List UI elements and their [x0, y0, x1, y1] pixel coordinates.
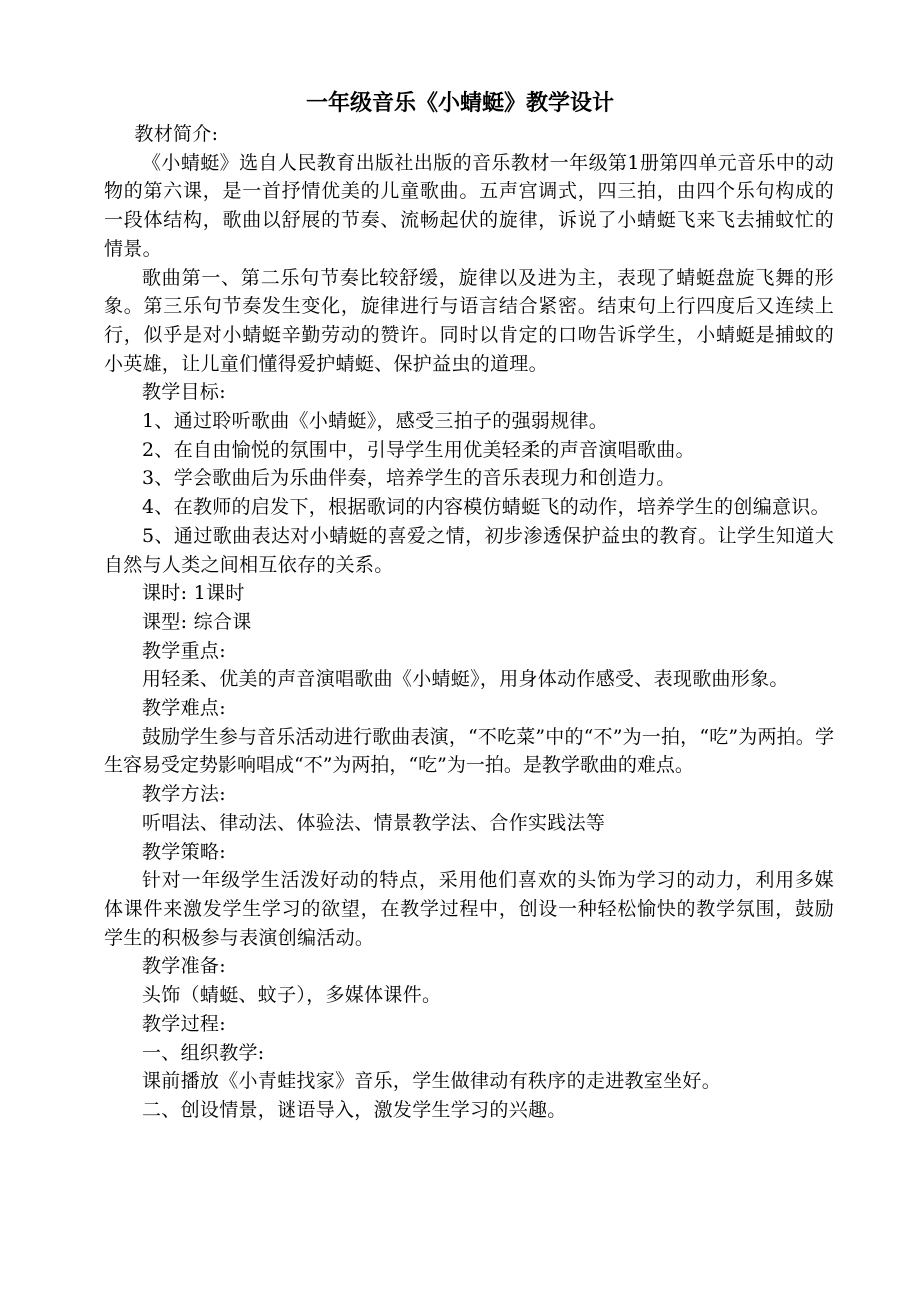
- preparation-text: 头饰（蜻蜓、蚊子），多媒体课件。: [142, 984, 442, 1007]
- intro-heading: 教材简介:: [134, 123, 219, 145]
- step-1-text: 课前播放《小青蛙找家》音乐，学生做律动有秩序的走进教室坐好。: [142, 1070, 722, 1093]
- class-type: 课型: 综合课: [142, 610, 252, 633]
- key-points-heading: 教学重点:: [142, 639, 226, 662]
- goal-item: 5、通过歌曲表达对小蜻蜓的喜爱之情，初步渗透保护益虫的教育。让学生知道大自然与人类之间相互依存的关系。: [104, 524, 834, 576]
- goal-item: 4、在教师的启发下，根据歌词的内容模仿蜻蜓飞的动作，培养学生的创编意识。: [142, 496, 830, 519]
- step-2-heading: 二、创设情景，谜语导入，激发学生学习的兴趣。: [142, 1098, 567, 1121]
- process-heading: 教学过程:: [142, 1012, 226, 1035]
- goal-item: 2、在自由愉悦的氛围中，引导学生用优美轻柔的声音演唱歌曲。: [142, 438, 695, 461]
- methods-text: 听唱法、律动法、体验法、情景教学法、合作实践法等: [142, 811, 606, 834]
- difficulty-text: 鼓励学生参与音乐活动进行歌曲表演，“不吃菜”中的“不”为一拍，“吃”为两拍。学生容易受定势影响唱成“不”为两拍，“吃”为一拍。是教学歌曲的难点。: [104, 725, 834, 777]
- difficulty-heading: 教学难点:: [142, 697, 226, 720]
- strategy-text: 针对一年级学生活泼好动的特点，采用他们喜欢的头饰为学习的动力，利用多媒体课件来激发学生学习的欲望，在教学过程中，创设一种轻松愉快的教学氛围，鼓励学生的积极参与表演创编活动。: [104, 869, 834, 949]
- class-hours: 课时: 1课时: [142, 582, 245, 605]
- document-body: [104, 120, 834, 1125]
- methods-heading: 教学方法:: [142, 783, 226, 806]
- preparation-heading: 教学准备:: [142, 955, 226, 978]
- document-title: 一年级音乐《小蜻蜓》教学设计: [305, 90, 614, 116]
- goals-heading: 教学目标:: [142, 381, 226, 404]
- goal-item: 1、通过聆听歌曲《小蜻蜓》，感受三拍子的强弱规律。: [142, 410, 609, 433]
- intro-paragraph-1: 《小蜻蜓》选自人民教育出版社出版的音乐教材一年级第1册第四单元音乐中的动物的第六课，是一首抒情优美的儿童歌曲。五声宫调式，四三拍，由四个乐句构成的一段体结构，歌曲以舒展的节奏、流畅起伏的旋律，诉说了小蜻蜓飞来飞去捕蚊忙的情景。: [104, 151, 834, 260]
- key-points-text: 用轻柔、优美的声音演唱歌曲《小蜻蜓》，用身体动作感受、表现歌曲形象。: [142, 668, 789, 691]
- intro-paragraph-2: 歌曲第一、第二乐句节奏比较舒缓，旋律以及进为主，表现了蜻蜓盘旋飞舞的形象。第三乐句节奏发生变化，旋律进行与语言结合紧密。结束句上行四度后又连续上行，似乎是对小蜻蜓辛勤劳动的赞许。同时以肯定的口吻告诉学生，小蜻蜓是捕蚊的小英雄，让儿童们懂得爱护蜻蜓、保护益虫的道理。: [104, 266, 834, 375]
- goal-item: 3、学会歌曲后为乐曲伴奏，培养学生的音乐表现力和创造力。: [142, 467, 676, 490]
- step-1-heading: 一、组织教学:: [142, 1041, 265, 1064]
- strategy-heading: 教学策略:: [142, 840, 226, 863]
